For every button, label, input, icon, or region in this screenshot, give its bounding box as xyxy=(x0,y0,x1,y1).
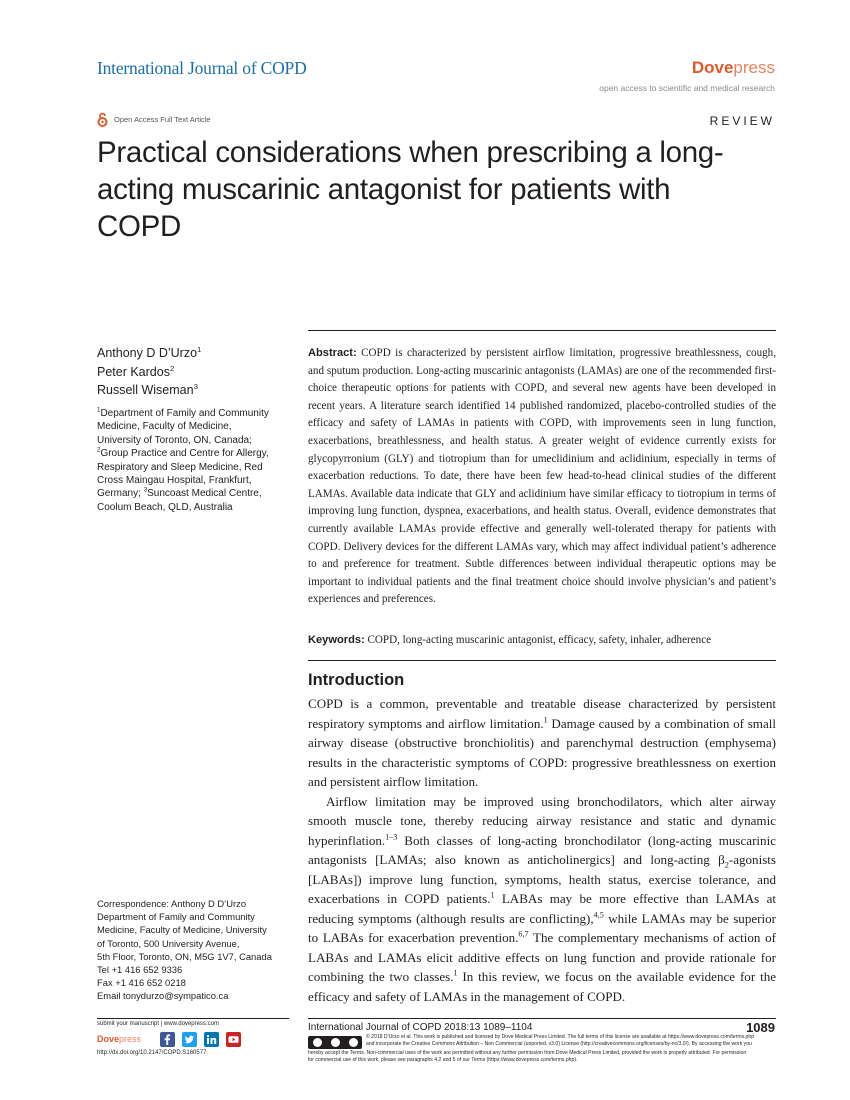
facebook-icon[interactable] xyxy=(160,1032,175,1047)
section-heading-introduction: Introduction xyxy=(308,671,405,689)
email-link[interactable]: Email tonydurzo@sympatico.ca xyxy=(97,990,229,1002)
twitter-icon[interactable] xyxy=(182,1032,197,1047)
license-text: © 2018 D’Urzo et al. This work is published and licensed by Dove Medical Press Limited. The full terms of this license are available at https://www.dovepress.com/terms.php and incorporate the Creative Commons Attribution – Non Commercial (unported, v3.0) License (http://creativecommons.org/licenses/by-nc/3.0/). By accessing the work you xyxy=(366,1034,755,1048)
affiliation-text: Department of Family and Community Medicine, Faculty of Medicine, University of Toronto, ON, Canada; xyxy=(97,408,269,446)
page-number: 1089 xyxy=(746,1020,775,1035)
paragraph: Airflow limitation may be improved using bronchodilators, which alter airway smooth muscle tone, thereby reducing airway resistance and static and dynamic hyperinflation.$^{1-3}$ Both classes of long-acting bronchodilator (long-acting muscarinic antagonists [LAMAs; also known as anticholinergics] and long-acting $\beta_2$-agonists [LABAs]) improve lung function, symptoms, health status, exercise tolerance, and exacerbations in COPD patients.$^1$ LABAs may be more effective than LAMAs at reducing symptoms (although results are conflicting),$^{4,5}$ while LAMAs may be superior to LABAs for exacerbation prevention.$^{6,7}$ The complementary mechanisms of action of LABAs and LAMAs elicit additive effects on lung function and provide rationale for combining the two classes.$^1$ In this review, we focus on the available evidence for the efficacy and safety of LAMAs in the management of COPD. xyxy=(308,793,777,1004)
publisher-tagline: open access to scientific and medical research xyxy=(599,83,775,93)
reference-link[interactable]: 1 xyxy=(490,890,495,900)
reference-link[interactable]: 1–3 xyxy=(385,832,398,842)
reference-link[interactable]: 4,5 xyxy=(593,910,604,920)
logo-dove-text: Dove xyxy=(691,58,734,77)
article-type-label: REVIEW xyxy=(709,114,775,128)
reference-link[interactable]: 1 xyxy=(453,968,458,978)
reference-link[interactable]: 1 xyxy=(543,715,548,725)
introduction-body xyxy=(308,694,776,1006)
journal-name[interactable]: International Journal of COPD xyxy=(97,58,307,78)
abstract-label: Abstract: xyxy=(308,347,357,359)
open-access-lock-icon xyxy=(97,112,108,127)
affiliation-text: Suncoast Medical Centre, Coolum Beach, QLD, Australia xyxy=(97,488,262,513)
abstract-text: COPD is characterized by persistent airflow limitation, progressive breathlessness, cough, and sputum production. Long-acting muscarinic antagonists (LAMAs) are one of the recommended first-choice therapeutic options for patients with COPD, and several new agents have been developed in recent years. A literature search identified 14 published randomized, placebo-controlled studies of the efficacy and safety of LAMAs in patients with COPD, with improvements seen in lung function, exacerbations, breathlessness, and health status. A greater weight of evidence currently exists for glycopyrronium (GLY) and tiotropium than for umeclidinium and aclidinium, especially in terms of exacerbation reductions. To date, there have been few head-to-head clinical studies of the different LAMAs. Available data indicate that GLY and aclidinium have similar efficacy to tiotropium in terms of improving lung function, dyspnea, exacerbations, and health status. Overall, evidence demonstrates that currently available LAMAs provide effective and generally well-tolerated therapy for patients with COPD. Delivery devices for the different LAMAs vary, which may affect individual patient’s adherence to and preference for treatment. Subtle differences between individual therapeutic options may be important to individual patients and the final treatment choice should involve physician’s and patient’s experiences and preferences. xyxy=(308,347,776,606)
logo-press-text: press xyxy=(733,58,775,77)
author-name: Anthony D D’Urzo$^1$ xyxy=(97,344,202,360)
article-title: Practical considerations when prescribing a long-acting muscarinic antagonist for patients with COPD xyxy=(97,136,724,243)
abstract xyxy=(308,345,776,609)
author-list xyxy=(97,344,201,400)
keywords xyxy=(308,632,776,649)
open-access-badge xyxy=(97,112,211,127)
submit-manuscript-link[interactable]: submit your manuscript | www.dovepress.com xyxy=(97,1021,219,1027)
cc-license-badge-icon[interactable] xyxy=(308,1036,362,1049)
affiliations: $^1$Department of Family and Community Medicine, Faculty of Medicine, University of Toronto, ON, Canada; $^2$Group Practice and Centre for Allergy, Respiratory and Sleep Medicine, Red Cross Maingau Hospital, Frankfurt, Germany; $^3$Suncoast Medical Centre, Coolum Beach, QLD, Australia xyxy=(97,406,269,513)
publisher-logo[interactable] xyxy=(692,58,775,78)
license-text-continued: hereby accept the Terms. Non-commercial uses of the work are permitted without any further permission from Dove Medical Press Limited, provided the work is properly attributed. For permission for commercial use of this work, please see paragraphs 4.2 and 5 of our Terms (https://www.dovepress.com/terms.php). xyxy=(308,1050,747,1064)
divider xyxy=(308,660,776,661)
affiliation-text: Group Practice and Centre for Allergy, Respiratory and Sleep Medicine, Red Cross Maingau Hospital, Frankfurt, Germany; xyxy=(97,448,269,500)
divider xyxy=(97,1018,289,1019)
author-name: Russell Wiseman$^3$ xyxy=(97,381,198,397)
correspondence-block: Correspondence: Anthony D D’Urzo Department of Family and Community Medicine, Faculty of Medicine, University of Toronto, 500 University Avenue, 5th Floor, Toronto, ON, M5G 1V7, Canada Tel +1 416 652 9336 Fax +1 416 652 0218 Email tonydurzo@sympatico.ca xyxy=(97,897,297,1003)
social-links xyxy=(160,1032,241,1047)
linkedin-icon[interactable] xyxy=(204,1032,219,1047)
open-access-label: Open Access Full Text Article xyxy=(114,115,211,124)
keywords-text: COPD, long-acting muscarinic antagonist, efficacy, safety, inhaler, adherence xyxy=(367,634,712,646)
author-name: Peter Kardos$^2$ xyxy=(97,363,175,379)
paragraph: COPD is a common, preventable and treatable disease characterized by persistent respiratory symptoms and airflow limitation.$^1$ Damage caused by a combination of small airway disease (obstructive bronchiolitis) and parenchymal destruction (emphysema) results in the characteristic symptoms of COPD: progressive breathlessness on exertion and persistent airflow limitation. xyxy=(308,696,776,789)
keywords-label: Keywords: xyxy=(308,634,365,646)
youtube-icon[interactable] xyxy=(226,1032,241,1047)
divider xyxy=(308,1018,776,1019)
footer-publisher-logo[interactable]: Dovepress xyxy=(97,1034,142,1044)
journal-citation: International Journal of COPD 2018:13 1089–1104 xyxy=(308,1022,533,1033)
divider xyxy=(308,330,776,331)
doi-link[interactable]: http://dx.doi.org/10.2147/COPD.S160577 xyxy=(97,1050,207,1056)
reference-link[interactable]: 6,7 xyxy=(518,929,529,939)
